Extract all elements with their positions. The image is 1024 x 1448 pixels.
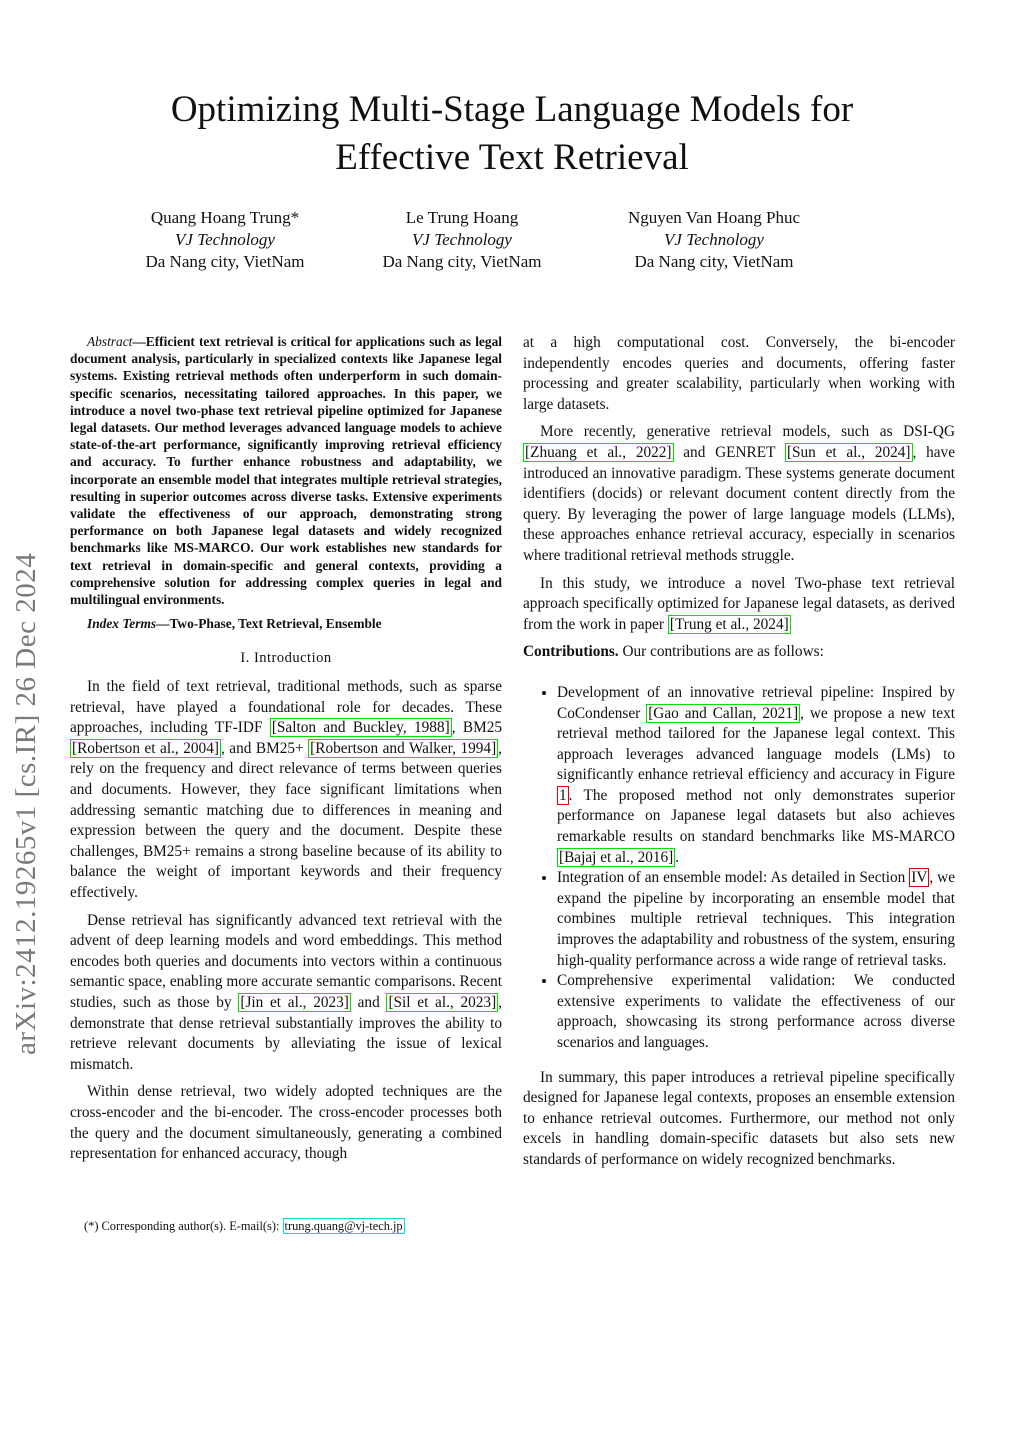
author-affiliation: VJ Technology [664,230,764,249]
citation-link[interactable]: [Gao and Callan, 2021] [648,704,799,722]
author-location: Da Nang city, VietNam [145,252,305,271]
right-paragraph-2: In this study, we introduce a novel Two-phase text retrieval approach specifically optimized for Japanese legal datasets, as derived from the work in paper [Trung et al., 2024] [523,574,955,633]
author-affiliation: VJ Technology [175,230,275,249]
author-block-3 [600,207,828,273]
citation-link[interactable]: [Salton and Buckley, 1988] [271,719,450,737]
footnote: (*) Corresponding author(s). E-mail(s): trung.quang@vj-tech.jp [84,1219,403,1233]
abstract-text: —Efficient text retrieval is critical for applications such as legal document analysis, particularly in specialized contexts like Japanese legal systems. Existing retrieval methods often underperform in such domain-specific scenarios, necessitating tailored approaches. In this paper, we introduce a novel two-phase text retrieval pipeline optimized for Japanese legal datasets. Our method leverages advanced language models to achieve state-of-the-art performance, significantly improving retrieval efficiency and accuracy. To further enhance robustness and adaptability, we incorporate an ensemble model that integrates multiple retrieval strategies, resulting in superior outcomes across diverse tasks. Extensive experiments validate the effectiveness of our approach, demonstrating strong performance on both Japanese legal datasets and widely recognized benchmarks like MS-MARCO. Our work establishes new standards for text retrieval in domain-specific and general contexts, providing a comprehensive solution for addressing complex queries in legal and multilingual environments. [70,334,502,608]
citation-link[interactable]: [Trung et al., 2024] [669,615,789,633]
email-link[interactable]: trung.quang@vj-tech.jp [284,1219,403,1233]
left-column [70,333,502,1172]
list-item: • Development of an innovative retrieval pipeline: Inspired by CoCondenser [Gao and Callan, 2021] , we propose a new text retrieval method tailored for the Japanese legal context. This approach leverages advanced language models (LMs) to significantly enhance retrieval efficiency and accuracy in Figure 1 . The proposed method not only demonstrates superior performance on Japanese legal datasets but also achieves remarkable results on standard benchmarks like MS-MARCO [Bajaj et al., 2016] . [557,683,955,868]
contributions-list [523,683,955,1054]
section-heading: I. Introduction [240,650,332,667]
abstract-label: Abstract [87,334,133,349]
contributions-label: Contributions. [523,643,619,661]
index-terms-label: Index Terms [87,616,157,632]
citation-link[interactable]: [Sun et al., 2024] [786,443,911,461]
citation-link[interactable]: [Robertson and Walker, 1994] [310,739,497,757]
paper-title [60,86,964,182]
title-line-2: Effective Text Retrieval [335,137,689,178]
right-paragraph-1: More recently, generative retrieval models, such as DSI-QG [Zhuang et al., 2022] and GENRET [Sun et al., 2024] , have introduced an innovative paradigm. These systems generate document identifiers (docids) or relevant document content directly from the query. By leveraging the power of large language models (LLMs), these approaches enhance retrieval accuracy, especially in scenarios where traditional retrieval methods struggle. [523,423,955,564]
right-column [523,333,955,1178]
contributions-heading: Contributions. Our contributions are as follows: [523,643,824,661]
intro-paragraph-3: Within dense retrieval, two widely adopted techniques are the cross-encoder and the bi-encoder. The cross-encoder processes both the query and the document simultaneously, generating a combined representation for enhanced accuracy, though [70,1083,502,1163]
abstract [70,333,502,608]
author-name: Nguyen Van Hoang Phuc [627,208,801,227]
right-paragraph-0: at a high computational cost. Conversely, the bi-encoder independently encodes queries and documents, offering faster processing and greater scalability, particularly when working with large datasets. [523,334,955,413]
figure-ref-link[interactable]: 1 [559,786,567,804]
arxiv-stamp: arXiv:2412.19265v1 [cs.IR] 26 Dec 2024 [10,552,42,1055]
author-name: Le Trung Hoang [405,208,519,227]
list-item: • Comprehensive experimental validation: We conducted extensive experiments to validate the effectiveness of our approach, showcasing its strong performance across diverse scenarios and languages. [557,971,955,1053]
author-block-2 [362,207,562,273]
author-affiliation: VJ Technology [412,230,512,249]
author-name: Quang Hoang Trung* [150,208,300,227]
list-item: • Integration of an ensemble model: As detailed in Section IV , we expand the pipeline by incorporating an ensemble model that combines multiple retrieval techniques. This integration improves the adaptability and robustness of the system, ensuring high-quality performance across a wide range of retrieval tasks. [557,868,955,971]
citation-link[interactable]: [Jin et al., 2023] [240,993,349,1011]
section-ref-link[interactable]: IV [911,869,928,887]
citation-link[interactable]: [Zhuang et al., 2022] [525,443,672,461]
title-line-1: Optimizing Multi-Stage Language Models for [170,89,854,130]
citation-link[interactable]: [Bajaj et al., 2016] [559,848,674,866]
right-paragraph-3: In summary, this paper introduces a retrieval pipeline specifically designed for Japanese legal contexts, proposes an ensemble extension to enhance retrieval outcomes. Furthermore, our method not only excels in handling domain-specific datasets but also sets new standards of performance on widely recognized benchmarks. [523,1068,955,1168]
citation-link[interactable]: [Sil et al., 2023] [388,993,497,1011]
citation-link[interactable]: [Robertson et al., 2004] [72,739,219,757]
author-block-1 [120,207,330,273]
author-location: Da Nang city, VietNam [634,252,794,271]
index-terms [70,615,502,632]
index-terms-text: —Two-Phase, Text Retrieval, Ensemble [156,616,382,632]
author-location: Da Nang city, VietNam [382,252,542,271]
intro-paragraph-1: In the field of text retrieval, traditional methods, such as sparse retrieval, have played a foundational role for decades. These approaches, including TF-IDF [Salton and Buckley, 1988] , BM25 [Robertson et al., 2004] , and BM25+ [Robertson and Walker, 1994] , rely on the frequency and direct relevance of terms between queries and documents. However, they face significant limitations when addressing semantic matching due to differences in meaning and expression between the query and the document. Despite these challenges, BM25+ remains a strong baseline because of its ability to balance the weight of important keywords and their frequency effectively. [70,678,502,901]
intro-paragraph-2: Dense retrieval has significantly advanced text retrieval with the advent of deep learning models and word embeddings. This method encodes both queries and documents into vectors within a continuous semantic space, enabling more accurate semantic comparisons. Recent studies, such as those by [Jin et al., 2023] and [Sil et al., 2023] , demonstrate that dense retrieval substantially improves the ability to retrieve relevant documents by alleviating the issue of lexical mismatch. [70,911,502,1073]
